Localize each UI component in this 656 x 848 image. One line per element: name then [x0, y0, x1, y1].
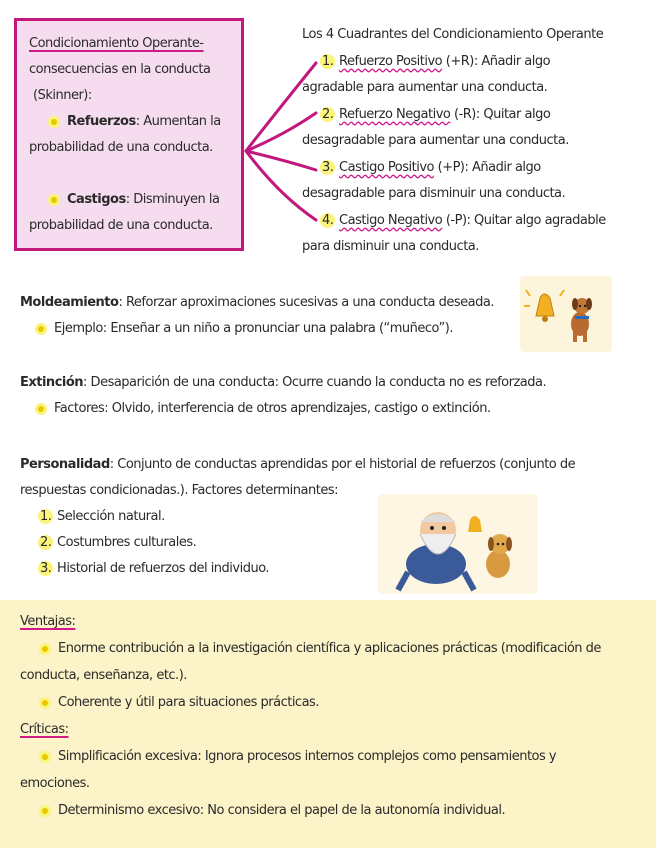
- bullet-icon: [42, 808, 48, 814]
- factor-text: Historial de refuerzos del individuo.: [57, 561, 270, 576]
- personality-label: Personalidad: [20, 457, 110, 472]
- concept-title: Condicionamiento Operante-: [29, 36, 204, 51]
- quadrants-list: [302, 22, 642, 261]
- factor-number: 3.: [40, 561, 52, 576]
- bullet-icon: [42, 700, 48, 706]
- quadrant-desc: (-R): Quitar algo: [450, 106, 551, 122]
- factor-text: Costumbres culturales.: [57, 535, 197, 550]
- factor-number: 1.: [40, 509, 52, 524]
- reinforcers-text: : Aumentan la: [135, 114, 221, 129]
- criticism-item-cont: emociones.: [20, 776, 90, 791]
- quadrant-desc-cont: agradable para aumentar una conducta.: [302, 80, 548, 95]
- pros-cons-section: [0, 600, 656, 848]
- reinforcers-label: Refuerzos: [67, 114, 136, 129]
- bullet-icon: [38, 326, 44, 332]
- pavlov-illustration: [378, 494, 538, 594]
- quadrant-desc-cont: desagradable para disminuir una conducta.: [302, 186, 566, 201]
- shaping-example: Ejemplo: Enseñar a un niño a pronunciar una palabra (“muñeco”).: [54, 321, 453, 336]
- extinction-factors: Factores: Olvido, interferencia de otros aprendizajes, castigo o extinción.: [54, 401, 491, 416]
- advantage-item: Coherente y útil para situaciones prácticas.: [58, 695, 319, 710]
- extinction-label: Extinción: [20, 375, 84, 390]
- factor-number: 2.: [40, 535, 52, 550]
- bullet-icon: [42, 646, 48, 652]
- bell-dog-icon: [520, 276, 612, 352]
- scientist-dog-icon: [378, 494, 538, 594]
- quadrant-item: [302, 49, 642, 76]
- concept-subtitle: consecuencias en la conducta: [29, 62, 211, 77]
- bullet-icon: [42, 754, 48, 760]
- advantages-title: Ventajas:: [20, 614, 76, 629]
- shaping-text: : Reforzar aproximaciones sucesivas a una conducta deseada.: [118, 295, 494, 310]
- extinction-section: [20, 370, 620, 422]
- quadrant-desc: (+R): Añadir algo: [442, 53, 551, 69]
- bullet-icon: [38, 406, 44, 412]
- bullet-icon: [51, 197, 57, 203]
- quadrant-desc: (-P): Quitar algo agradable: [442, 212, 606, 228]
- quadrant-number: 1.: [322, 53, 334, 69]
- reinforcers-text-cont: probabilidad de una conducta.: [29, 140, 213, 155]
- quadrant-name: Castigo Negativo: [339, 212, 443, 228]
- quadrant-number: 4.: [322, 212, 334, 228]
- quadrant-number: 3.: [322, 159, 334, 175]
- quadrant-name: Refuerzo Positivo: [339, 53, 443, 69]
- quadrant-item: [302, 102, 642, 129]
- bell-dog-illustration: [520, 276, 612, 352]
- concept-author: (Skinner):: [33, 88, 92, 103]
- advantage-item-cont: conducta, enseñanza, etc.).: [20, 668, 187, 683]
- quadrants-heading: Los 4 Cuadrantes del Condicionamiento Operante: [302, 27, 604, 42]
- concept-box: [14, 18, 244, 251]
- quadrant-desc-cont: para disminuir una conducta.: [302, 239, 479, 254]
- criticisms-title: Críticas:: [20, 722, 69, 737]
- criticism-item: Determinismo excesivo: No considera el papel de la autonomía individual.: [58, 803, 506, 818]
- shaping-label: Moldeamiento: [20, 295, 119, 310]
- extinction-text: : Desaparición de una conducta: Ocurre cuando la conducta no es reforzada.: [83, 375, 547, 390]
- bullet-icon: [51, 119, 57, 125]
- punishments-label: Castigos: [67, 192, 126, 207]
- factor-text: Selección natural.: [57, 509, 165, 524]
- punishments-text: : Disminuyen la: [125, 192, 220, 207]
- quadrant-desc-cont: desagradable para aumentar una conducta.: [302, 133, 569, 148]
- quadrant-item: [302, 155, 642, 182]
- criticism-item: Simplificación excesiva: Ignora procesos internos complejos como pensamientos y: [58, 749, 557, 764]
- personality-text: : Conjunto de conductas aprendidas por el historial de refuerzos (conjunto de: [109, 457, 576, 472]
- quadrant-number: 2.: [322, 106, 334, 122]
- quadrant-item: [302, 208, 642, 235]
- advantage-item: Enorme contribución a la investigación científica y aplicaciones prácticas (modificación de: [58, 641, 601, 656]
- quadrant-desc: (+P): Añadir algo: [433, 159, 541, 175]
- quadrant-name: Castigo Positivo: [339, 159, 434, 175]
- quadrant-name: Refuerzo Negativo: [339, 106, 451, 122]
- personality-text-cont: respuestas condicionadas.). Factores determinantes:: [20, 483, 338, 498]
- punishments-text-cont: probabilidad de una conducta.: [29, 218, 213, 233]
